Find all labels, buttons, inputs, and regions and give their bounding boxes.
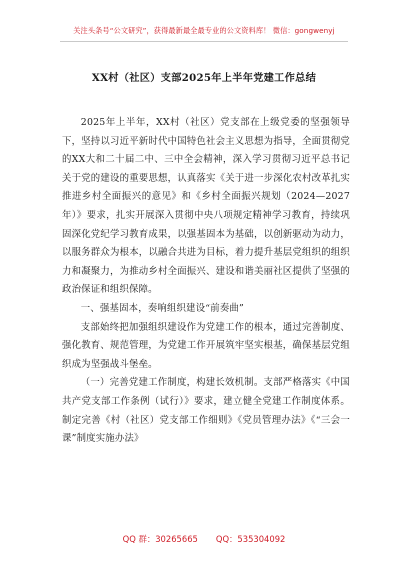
promo-header-note: 关注头条号“公文研究”，获得最新最全最专业的公文资料库！ 微信：gongwenyj <box>73 26 335 35</box>
footer-qq-group: QQ 群：30265665 <box>122 534 198 544</box>
document-body <box>62 114 350 449</box>
document-title: XX村（社区）支部2025年上半年党建工作总结 <box>91 72 317 84</box>
footer-contact <box>0 533 408 545</box>
body-paragraph-intro: 2025年上半年，XX村（社区）党支部在上级党委的坚强领导下，坚持以习近平新时代中国特色社会主义思想为指导，全面贯彻党的XX大和二十届二中、三中全会精神，深入学习贯彻习近平总书记关于党的建设的重要思想，认真落实《关于进一步深化农村改革扎实推进乡村全面振兴的意见》和《乡村全面振兴规划（2024—2027年）》要求，扎实开展深入贯彻中央八项规定精神学习教育，持续巩固深化党纪学习教育成果，以强基固本为基础，以创新驱动为动力，以服务群众为根本，以融合共进为目标，着力提升基层党组织的组织力和凝聚力，为推动乡村全面振兴、建设和谐美丽社区提供了坚强的政治保证和组织保障。 <box>62 117 350 296</box>
header-divider <box>60 41 348 42</box>
body-paragraph-section-1: 支部始终把加强组织建设作为党建工作的根本，通过完善制度、强化教育、规范管理，为党建工作开展筑牢坚实根基，确保基层党组织成为坚强战斗堡垒。 <box>62 321 350 370</box>
footer-qq: QQ：535304092 <box>215 534 286 544</box>
subsection-paragraph-1: （一）完善党建工作制度，构建长效机制。支部严格落实《中国共产党支部工作条例（试行）》要求，建立健全党建工作制度体系。制定完善《村（社区）党支部工作细则》《党员管理办法》《“三会一课”制度实施办法》 <box>62 377 350 445</box>
section-heading-1: 一、强基固本，奏响组织建设“前奏曲” <box>80 302 244 314</box>
